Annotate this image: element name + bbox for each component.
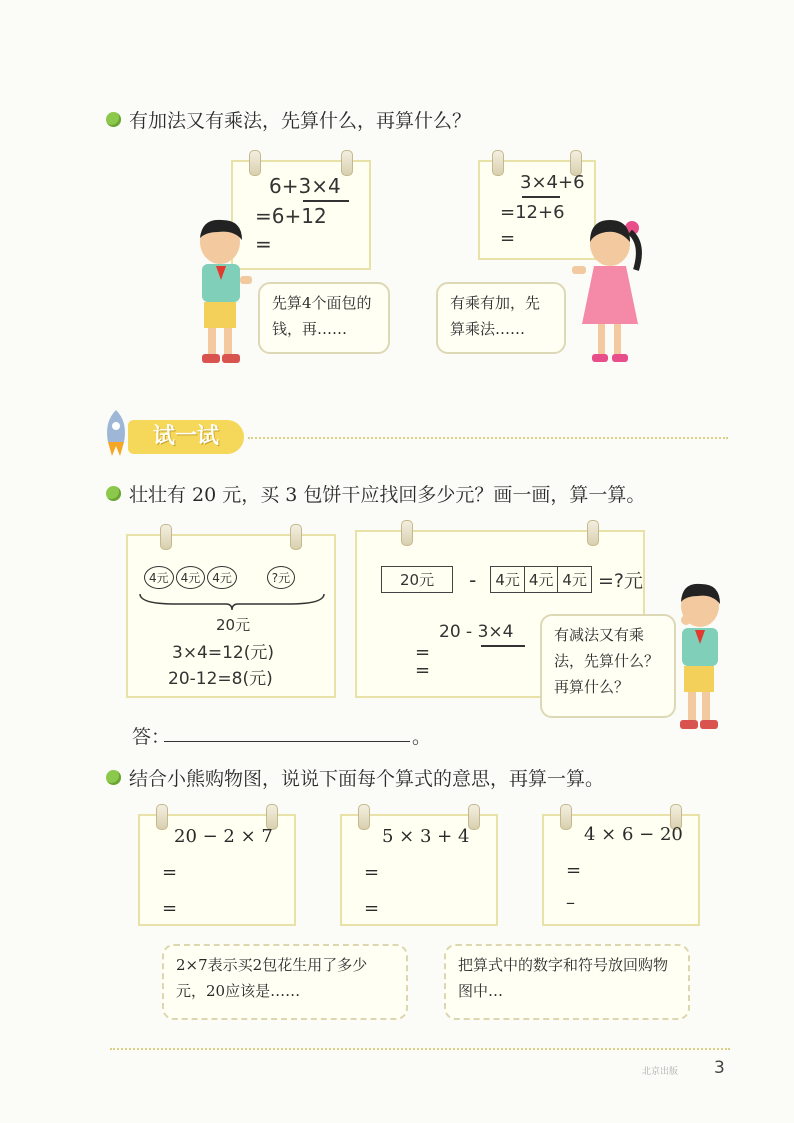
section-divider bbox=[248, 437, 728, 439]
speech-bubble-girl: 有乘有加，先算乘法…… bbox=[436, 282, 566, 354]
answer-label: 答： bbox=[132, 726, 171, 748]
pin-icon bbox=[156, 804, 168, 830]
result-unknown: =?元 bbox=[597, 570, 643, 592]
bullet-dot bbox=[106, 486, 121, 501]
coin: 4元 bbox=[176, 566, 206, 589]
girl-illustration bbox=[570, 214, 650, 370]
card-eq-1: = bbox=[364, 862, 380, 883]
hint-bubble-right: 把算式中的数字和符号放回购物图中… bbox=[444, 944, 690, 1020]
pin-icon bbox=[358, 804, 370, 830]
answer-line[interactable] bbox=[164, 741, 410, 742]
pin-icon bbox=[341, 150, 353, 176]
pin-icon bbox=[587, 520, 599, 546]
card-drawing-solution bbox=[126, 534, 336, 698]
question-2-prompt: 壮壮有 20 元，买 3 包饼干应找回多少元？画一画，算一算。 bbox=[106, 480, 645, 507]
card-eq-2: = bbox=[162, 898, 178, 919]
minus-sign: - bbox=[469, 567, 477, 592]
footer-divider bbox=[110, 1048, 730, 1050]
hint-bubble-left: 2×7表示买2包花生用了多少元，20应该是…… bbox=[162, 944, 408, 1020]
card-expression: 5 × 3 + 4 bbox=[382, 826, 470, 847]
calc-step-1: 3×4=12(元) bbox=[172, 643, 275, 663]
card-eq-1: = bbox=[162, 862, 178, 883]
card-eq-1: = bbox=[566, 860, 582, 881]
section-title-bar bbox=[128, 420, 244, 454]
bullet-dot bbox=[106, 770, 121, 785]
pin-icon bbox=[492, 150, 504, 176]
box-4: 4元 bbox=[558, 566, 592, 593]
boy-illustration bbox=[188, 218, 254, 368]
expr-line1: 6+3×4 bbox=[269, 174, 341, 198]
expression: 20 - 3×4 bbox=[439, 622, 514, 642]
expr-line3: = bbox=[255, 232, 272, 256]
box-4: 4元 bbox=[525, 566, 559, 593]
expr-card-2 bbox=[340, 814, 498, 926]
coin: 4元 bbox=[207, 566, 237, 589]
card-expression: 4 × 6 − 20 bbox=[584, 824, 683, 845]
answer-end: 。 bbox=[412, 726, 432, 748]
pin-icon bbox=[560, 804, 572, 830]
question-1-prompt: 有加法又有乘法，先算什么，再算什么？ bbox=[106, 106, 471, 133]
expr-card-1 bbox=[138, 814, 296, 926]
page-number: 3 bbox=[714, 1058, 725, 1078]
card-expression: 20 − 2 × 7 bbox=[174, 826, 273, 847]
speech-bubble-boy: 先算4个面包的钱，再…… bbox=[258, 282, 390, 354]
expr-line2: =6+12 bbox=[255, 204, 327, 228]
pin-icon bbox=[468, 804, 480, 830]
boy-thinking-illustration bbox=[668, 582, 730, 734]
underline bbox=[303, 200, 349, 202]
pin-icon bbox=[401, 520, 413, 546]
brace-icon bbox=[136, 592, 328, 612]
eq-line-2: = bbox=[415, 660, 431, 681]
expr-line3: = bbox=[500, 228, 516, 249]
pin-icon bbox=[290, 524, 302, 550]
coin-row bbox=[144, 566, 295, 589]
question-3-prompt: 结合小熊购物图，说说下面每个算式的意思，再算一算。 bbox=[106, 764, 604, 791]
pin-icon bbox=[249, 150, 261, 176]
bullet-dot bbox=[106, 112, 121, 127]
publisher-mark: 北京出版 bbox=[642, 1067, 679, 1077]
section-title: 试一试 bbox=[152, 424, 219, 449]
coin: ?元 bbox=[267, 566, 295, 589]
card-eq-2: = bbox=[364, 898, 380, 919]
expr-line2: =12+6 bbox=[500, 202, 565, 223]
pin-icon bbox=[160, 524, 172, 550]
box-4: 4元 bbox=[490, 566, 525, 593]
underline bbox=[522, 196, 560, 198]
underline bbox=[481, 645, 525, 647]
coin: 4元 bbox=[144, 566, 174, 589]
speech-bubble-boy-2: 有减法又有乘法，先算什么？再算什么？ bbox=[540, 614, 676, 718]
total-label: 20元 bbox=[216, 616, 251, 634]
expr-card-3 bbox=[542, 814, 700, 926]
eq-line-1: = bbox=[415, 642, 431, 663]
box-20: 20元 bbox=[381, 566, 453, 593]
bar-model bbox=[381, 566, 643, 593]
calc-step-2: 20-12=8(元) bbox=[168, 669, 273, 689]
card-eq-2: – bbox=[566, 892, 575, 913]
expr-line1: 3×4+6 bbox=[520, 172, 585, 193]
